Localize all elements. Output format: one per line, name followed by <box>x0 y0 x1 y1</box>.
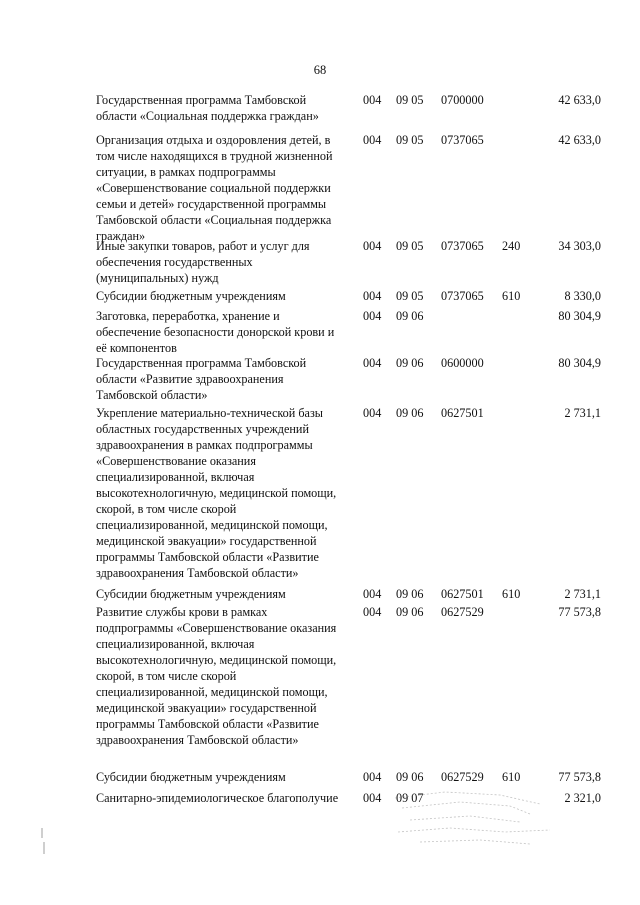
row-amount: 80 304,9 <box>558 309 601 323</box>
row-amount: 34 303,0 <box>558 239 601 253</box>
row-amount: 2 321,0 <box>564 791 601 805</box>
row-ministry-code: 004 <box>363 309 382 323</box>
row-target-code: 0737065 <box>441 133 484 147</box>
row-target-code: 0700000 <box>441 93 484 107</box>
page-number: 68 <box>313 63 327 77</box>
scan-edge-mark <box>40 826 48 856</box>
row-expense-type: 610 <box>502 289 521 303</box>
row-section-code: 09 06 <box>396 587 424 601</box>
row-amount: 8 330,0 <box>564 289 601 303</box>
row-amount: 77 573,8 <box>558 770 601 784</box>
row-section-code: 09 06 <box>396 356 424 370</box>
row-amount: 42 633,0 <box>558 133 601 147</box>
row-amount: 42 633,0 <box>558 93 601 107</box>
row-name: Субсидии бюджетным учреждениям <box>96 289 286 303</box>
row-target-code: 0627501 <box>441 587 484 601</box>
row-amount: 80 304,9 <box>558 356 601 370</box>
table-row <box>0 238 640 288</box>
row-ministry-code: 004 <box>363 406 382 420</box>
row-amount: 2 731,1 <box>564 406 601 420</box>
table-row <box>0 355 640 405</box>
row-amount: 2 731,1 <box>564 587 601 601</box>
row-ministry-code: 004 <box>363 605 382 619</box>
row-ministry-code: 004 <box>363 770 382 784</box>
faded-stamp-mark <box>390 786 560 852</box>
row-name: Организация отдыха и оздоровления детей, в том числе находящихся в трудной жизненной ситуации, в рамках подпрограммы «Совершенствование социальной поддержки семьи и детей» государственной программы Тамбовской области «Социальная поддержка граждан» <box>96 133 333 243</box>
row-ministry-code: 004 <box>363 133 382 147</box>
row-name: Санитарно-эпидемиологическое благополучие <box>96 791 339 805</box>
row-name: Иные закупки товаров, работ и услуг для обеспечения государственных (муниципальных) нужд <box>96 239 310 285</box>
row-name: Укрепление материально-технической базы областных государственных учреждений здравоохранения в рамках подпрограммы «Совершенствование оказания специализированной, включая высокотехнологичную, медицинской помощи, скорой, в том числе скорой специализированной, медицинской помощи, медицинской эвакуации» государственной программы Тамбовской области «Развитие здравоохранения Тамбовской области» <box>96 406 337 580</box>
row-section-code: 09 07 <box>396 791 424 805</box>
budget-table <box>0 92 640 824</box>
row-section-code: 09 05 <box>396 289 424 303</box>
row-section-code: 09 05 <box>396 93 424 107</box>
table-row <box>0 288 640 308</box>
row-target-code: 0600000 <box>441 356 484 370</box>
row-name: Субсидии бюджетным учреждениям <box>96 587 286 601</box>
row-ministry-code: 004 <box>363 587 382 601</box>
table-row <box>0 604 640 769</box>
table-row <box>0 92 640 132</box>
row-ministry-code: 004 <box>363 239 382 253</box>
table-row <box>0 308 640 355</box>
row-section-code: 09 06 <box>396 309 424 323</box>
table-row <box>0 586 640 604</box>
row-name: Государственная программа Тамбовской области «Развитие здравоохранения Тамбовской области» <box>96 356 307 402</box>
row-section-code: 09 05 <box>396 239 424 253</box>
row-target-code: 0627529 <box>441 605 484 619</box>
row-ministry-code: 004 <box>363 356 382 370</box>
row-section-code: 09 06 <box>396 406 424 420</box>
row-target-code: 0737065 <box>441 289 484 303</box>
row-target-code: 0627501 <box>441 406 484 420</box>
row-name: Заготовка, переработка, хранение и обеспечение безопасности донорской крови и её компонентов <box>96 309 335 355</box>
row-section-code: 09 05 <box>396 133 424 147</box>
row-target-code: 0737065 <box>441 239 484 253</box>
row-amount: 77 573,8 <box>558 605 601 619</box>
row-expense-type: 610 <box>502 770 521 784</box>
row-target-code: 0627529 <box>441 770 484 784</box>
stamp-scribble-icon <box>390 786 560 852</box>
row-expense-type: 240 <box>502 239 521 253</box>
dash-mark-icon <box>40 826 48 856</box>
row-name: Развитие службы крови в рамках подпрограммы «Совершенствование оказания специализированной, включая высокотехнологичную, медицинской помощи, скорой, в том числе скорой специализированной, медицинской помощи, медицинской эвакуации» государственной программы Тамбовской области «Развитие здравоохранения Тамбовской области» <box>96 605 337 747</box>
row-ministry-code: 004 <box>363 289 382 303</box>
row-name: Государственная программа Тамбовской области «Социальная поддержка граждан» <box>96 93 319 123</box>
row-expense-type: 610 <box>502 587 521 601</box>
table-row <box>0 132 640 243</box>
row-ministry-code: 004 <box>363 93 382 107</box>
row-section-code: 09 06 <box>396 605 424 619</box>
row-section-code: 09 06 <box>396 770 424 784</box>
row-name: Субсидии бюджетным учреждениям <box>96 770 286 784</box>
table-row <box>0 405 640 586</box>
row-ministry-code: 004 <box>363 791 382 805</box>
